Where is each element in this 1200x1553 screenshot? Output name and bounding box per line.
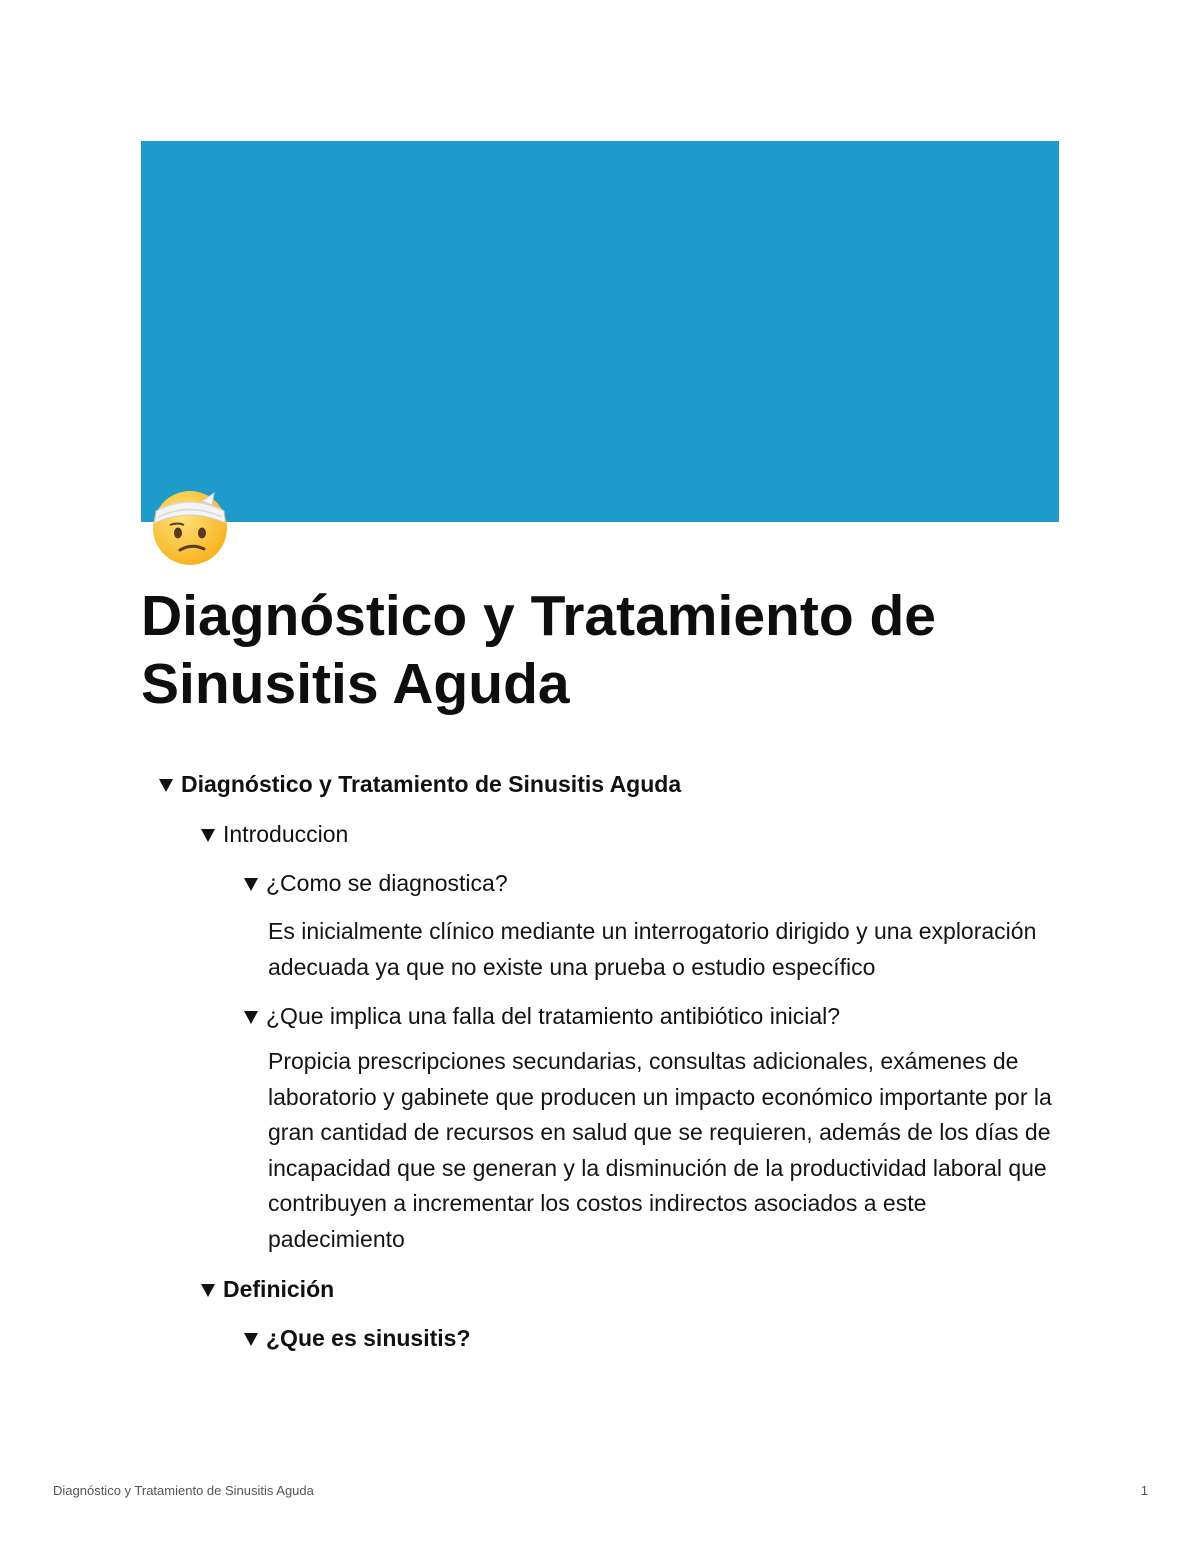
answer-paragraph: Propicia prescripciones secundarias, consultas adicionales, exámenes de laboratorio y gabinete que producen un impacto económico importante por la gran cantidad de recursos en salud que se requieren, además de los días de incapacidad que se generan y la disminución de la productividad laboral que contribuyen a incrementar los costos indirectos asociados a este padecimiento — [268, 1048, 1052, 1252]
toggle-root[interactable] — [158, 769, 681, 799]
toggle-como-se-diagnostica[interactable] — [243, 868, 508, 898]
toggle-que-es-sinusitis[interactable] — [243, 1323, 471, 1353]
bandaged-face-icon — [150, 487, 230, 567]
toggle-falla-tratamiento-label: ¿Que implica una falla del tratamiento antibiótico inicial? — [266, 1003, 841, 1029]
toggle-como-se-diagnostica-label: ¿Como se diagnostica? — [266, 870, 508, 896]
toggle-falla-tratamiento[interactable] — [243, 1001, 840, 1031]
toggle-introduccion[interactable] — [200, 819, 348, 849]
toggle-open-icon — [200, 1282, 216, 1298]
toggle-open-icon — [200, 827, 216, 843]
toggle-open-icon — [158, 777, 174, 793]
footer-document-title: Diagnóstico y Tratamiento de Sinusitis Aguda — [53, 1483, 314, 1498]
toggle-open-icon — [243, 1331, 259, 1347]
toggle-definicion[interactable] — [200, 1274, 334, 1304]
cover-image — [141, 141, 1059, 522]
toggle-root-label: Diagnóstico y Tratamiento de Sinusitis Aguda — [181, 771, 682, 797]
toggle-open-icon — [243, 1009, 259, 1025]
answer-paragraph: Es inicialmente clínico mediante un interrogatorio dirigido y una exploración adecuada ya que no existe una prueba o estudio específico — [268, 918, 1037, 980]
page-title: Diagnóstico y Tratamiento de Sinusitis Aguda — [141, 584, 936, 716]
toggle-definicion-label: Definición — [223, 1276, 335, 1302]
toggle-que-es-sinusitis-label: ¿Que es sinusitis? — [266, 1325, 471, 1351]
toggle-open-icon — [243, 876, 259, 892]
footer-page-number: 1 — [1140, 1483, 1148, 1498]
toggle-introduccion-label: Introduccion — [223, 821, 349, 847]
